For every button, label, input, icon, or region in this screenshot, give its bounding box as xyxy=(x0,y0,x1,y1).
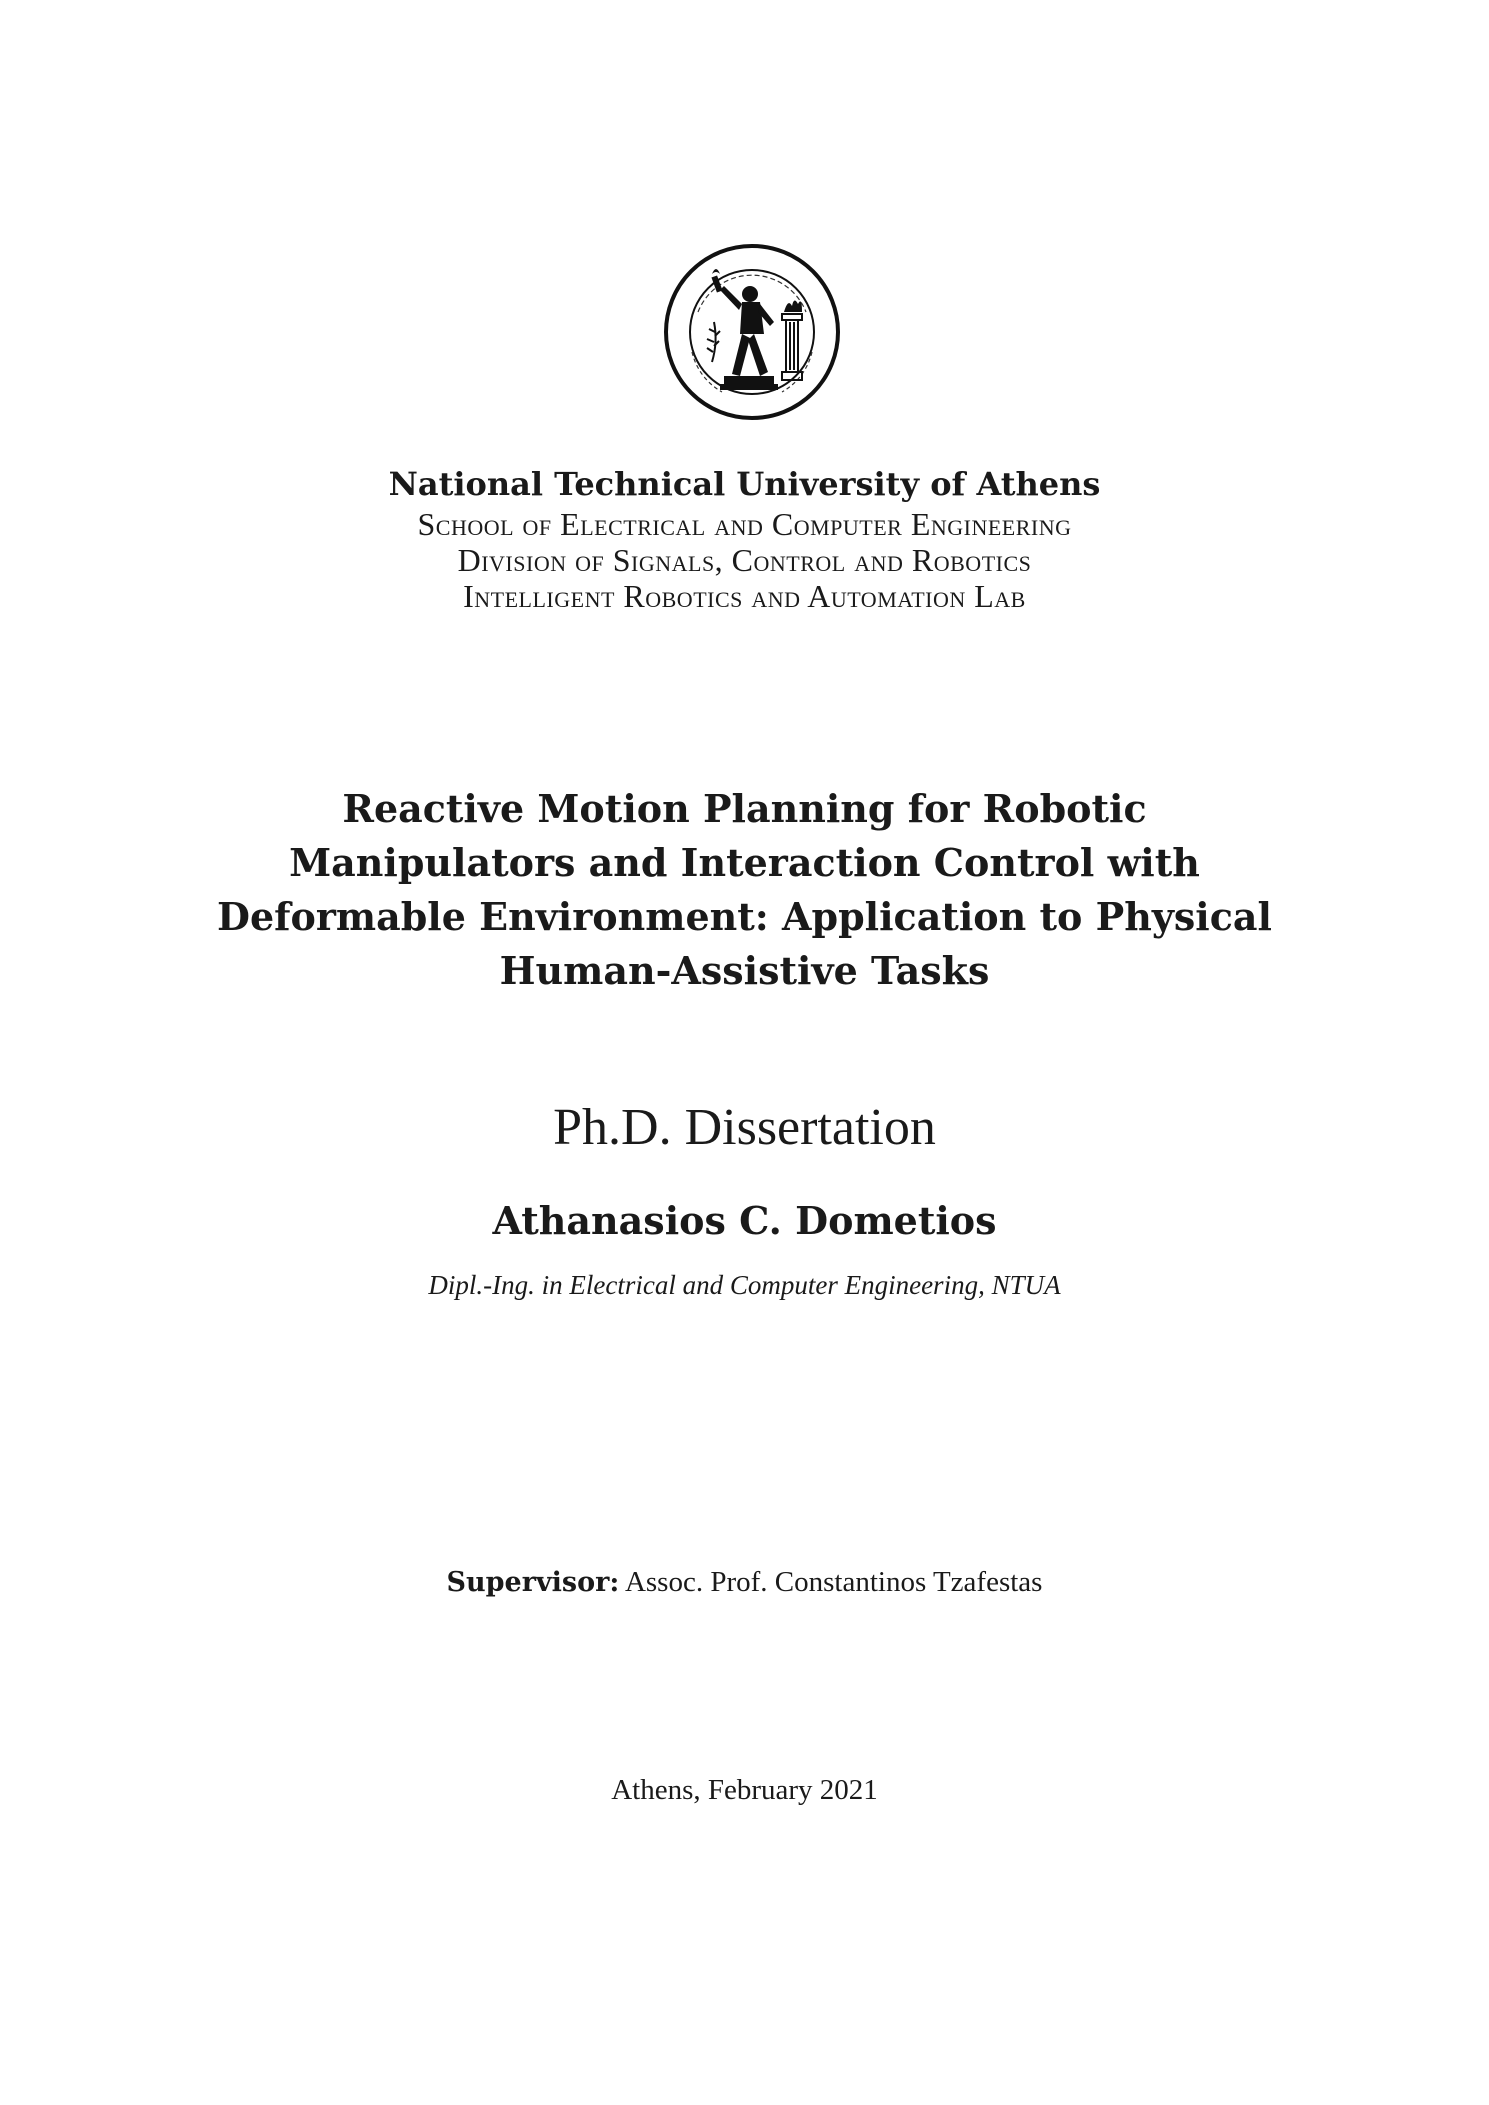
title-line: Manipulators and Interaction Control with xyxy=(289,840,1200,885)
lab-name: Intelligent Robotics and Automation Lab xyxy=(463,578,1026,614)
place-date: Athens, February 2021 xyxy=(611,1774,878,1806)
document-type: Ph.D. Dissertation xyxy=(553,1099,936,1156)
title-line: Human-Assistive Tasks xyxy=(499,948,990,993)
supervisor-line xyxy=(0,1564,1489,1601)
dissertation-title xyxy=(0,782,1489,998)
title-line: Deformable Environment: Application to Physical xyxy=(217,894,1272,939)
author-degree: Dipl.-Ing. in Electrical and Computer Engineering, NTUA xyxy=(428,1270,1061,1300)
supervisor-name: Assoc. Prof. Constantinos Tzafestas xyxy=(624,1566,1043,1598)
title-line: Reactive Motion Planning for Robotic xyxy=(342,786,1147,831)
author-name: Athanasios C. Dometios xyxy=(492,1198,997,1243)
supervisor-label: Supervisor: xyxy=(446,1567,620,1598)
ntua-seal-icon xyxy=(662,242,842,422)
school-name: School of Electrical and Computer Engineering xyxy=(417,506,1072,542)
division-name: Division of Signals, Control and Robotics xyxy=(457,542,1032,578)
university-name: National Technical University of Athens xyxy=(388,465,1101,503)
